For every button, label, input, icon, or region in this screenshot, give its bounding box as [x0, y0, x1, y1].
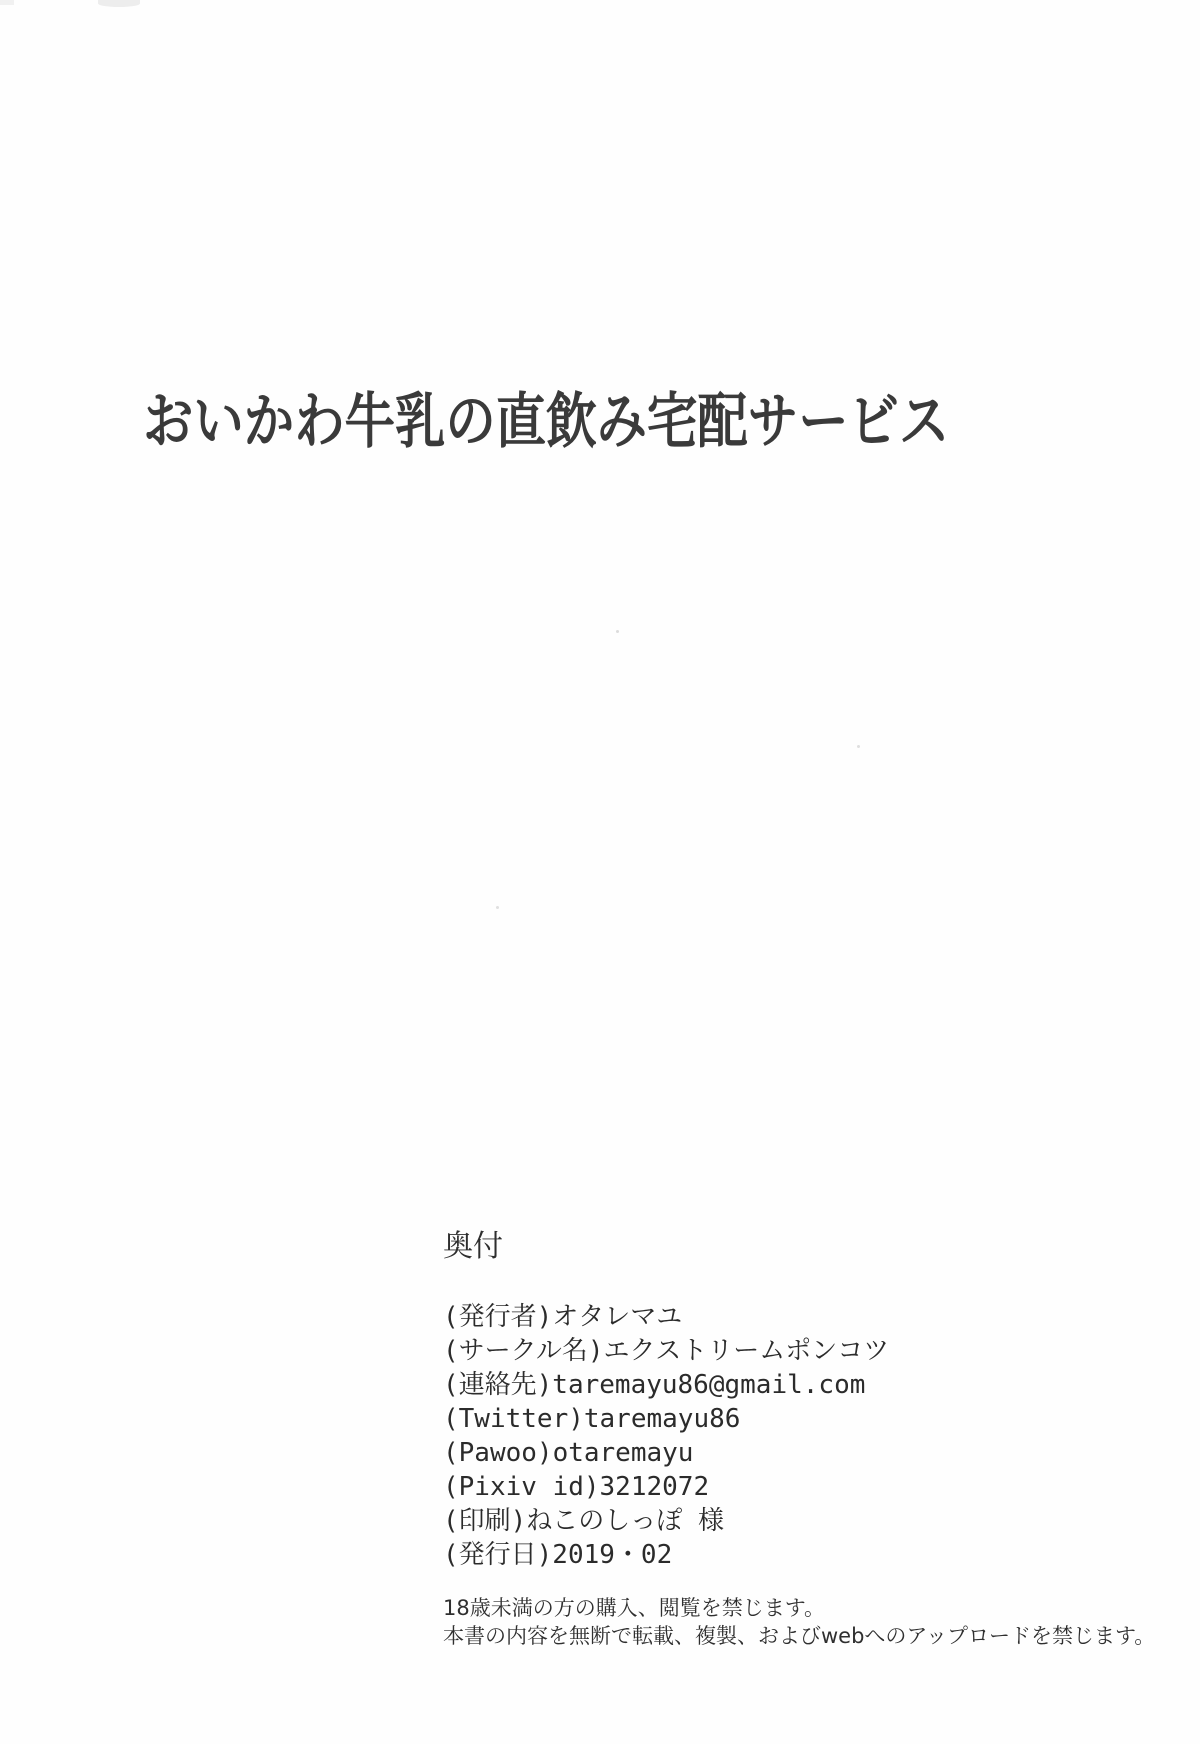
- credit-line-pixiv-id: (Pixiv id)3212072: [443, 1472, 710, 1502]
- scan-smudge: [98, 0, 140, 7]
- credit-line-twitter: (Twitter)taremayu86: [443, 1404, 741, 1434]
- credit-line-printer: (印刷)ねこのしっぽ 様: [443, 1506, 724, 1536]
- credit-line-circle: (サークル名)エクストリームポンコツ: [443, 1336, 890, 1366]
- credit-line-publication-date: (発行日)2019・02: [443, 1540, 673, 1570]
- disclaimer: [443, 1594, 1155, 1650]
- scan-speck: [857, 745, 860, 748]
- disclaimer-line-age-restriction: 18歳未満の方の購入、閲覧を禁じます。: [443, 1596, 826, 1620]
- credit-line-publisher: (発行者)オタレマユ: [443, 1302, 683, 1332]
- colophon-credits: [443, 1300, 889, 1572]
- scan-speck: [616, 630, 619, 633]
- disclaimer-line-no-reproduction: 本書の内容を無断で転載、複製、およびwebへのアップロードを禁じます。: [443, 1624, 1156, 1648]
- colophon-heading: 奥付: [443, 1229, 503, 1264]
- credit-line-contact-email: (連絡先)taremayu86@gmail.com: [443, 1370, 866, 1400]
- scan-speck: [496, 906, 499, 909]
- doujin-title: おいかわ牛乳の直飲み宅配サービス: [143, 387, 950, 457]
- credit-line-pawoo: (Pawoo)otaremayu: [443, 1438, 694, 1468]
- scan-smudge: [0, 0, 14, 5]
